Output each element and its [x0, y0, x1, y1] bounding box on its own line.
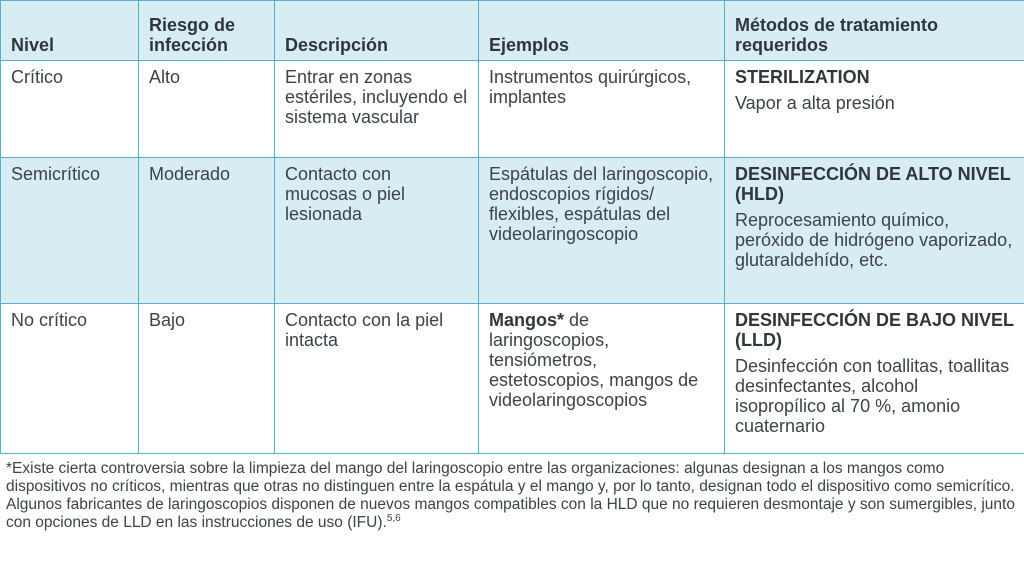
table-row	[1, 158, 1024, 304]
table-row	[1, 61, 1024, 158]
header-description: Descripción	[275, 1, 479, 61]
examples-text: de laringoscopios, tensiómetros, estetoscopios, mangos de videolaringoscopios	[489, 310, 699, 410]
cell-examples	[479, 304, 725, 454]
cell-description: Contacto con la piel intacta	[275, 304, 479, 454]
cell-level: Crítico	[1, 61, 139, 158]
method-title: DESINFECCIÓN DE ALTO NIVEL (HLD)	[735, 164, 1011, 204]
cell-risk: Bajo	[139, 304, 275, 454]
cell-examples	[479, 158, 725, 304]
cell-description: Entrar en zonas estériles, incluyendo el sistema vascular	[275, 61, 479, 158]
footnote	[6, 460, 1022, 532]
cell-risk: Moderado	[139, 158, 275, 304]
header-risk: Riesgo de infección	[139, 1, 275, 61]
header-methods: Métodos de tratamiento requeridos	[725, 1, 1024, 61]
cell-methods	[725, 61, 1024, 158]
method-description: Reprocesamiento químico, peróxido de hidrógeno vaporizado, glutaraldehído, etc.	[735, 210, 1013, 270]
method-title: DESINFECCIÓN DE BAJO NIVEL (LLD)	[735, 310, 1014, 350]
header-level: Nivel	[1, 1, 139, 61]
method-title: STERILIZATION	[735, 67, 870, 87]
cell-methods	[725, 158, 1024, 304]
method-description: Vapor a alta presión	[735, 93, 895, 113]
footnote-text: *Existe cierta controversia sobre la limpieza del mango del laringoscopio entre las organizaciones: algunas designan a los mangos como dispositivos no críticos, mientras que otras no distinguen entre la espátula y el mango y, por lo tanto, designan todo el dispositivo como semicrítico. Algunos fabricantes de laringoscopios disponen de nuevos mangos compatibles con la HLD que no requieren desmontaje y son sumergibles, junto con opciones de LLD en las instrucciones de uso (IFU).	[6, 460, 1015, 531]
header-examples: Ejemplos	[479, 1, 725, 61]
examples-text: Espátulas del laringoscopio, endoscopios rígidos/ flexibles, espátulas del videolaringoscopio	[489, 164, 714, 244]
cell-risk: Alto	[139, 61, 275, 158]
cell-level: Semicrítico	[1, 158, 139, 304]
table-row	[1, 304, 1024, 454]
cell-examples	[479, 61, 725, 158]
cell-methods	[725, 304, 1024, 454]
examples-text: Instrumentos quirúrgicos, implantes	[489, 67, 692, 107]
examples-bold-text: Mangos*	[489, 310, 565, 330]
cell-description: Contacto con mucosas o piel lesionada	[275, 158, 479, 304]
method-description: Desinfección con toallitas, toallitas desinfectantes, alcohol isopropílico al 70 %, amonio cuaternario	[735, 356, 1010, 436]
cell-level: No crítico	[1, 304, 139, 454]
footnote-references: 5,6	[386, 512, 401, 524]
table-header-row	[1, 1, 1024, 61]
